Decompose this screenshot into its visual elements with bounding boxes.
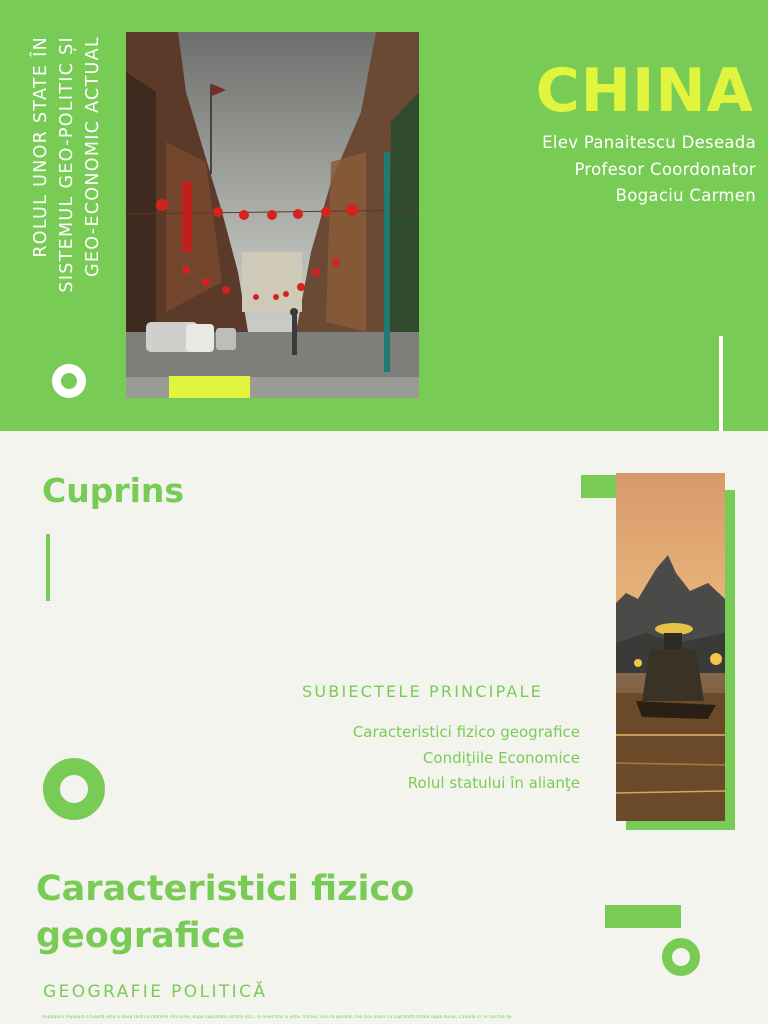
- section-subtitle: GEOGRAFIE POLITICĂ: [43, 982, 268, 1002]
- chinatown-street-photo: [126, 32, 419, 398]
- vertical-title-line-1: ROLUL UNOR STATE ÎN: [31, 36, 51, 258]
- section-title: Caracteristici fizico geografice: [36, 869, 415, 956]
- fisherman-photo: [616, 473, 725, 821]
- ring-decoration: [43, 758, 105, 820]
- contents-item-alliances[interactable]: Rolul statului în alianţe: [407, 774, 580, 792]
- vertical-title-line-2: SISTEMUL GEO-POLITIC ȘI: [57, 36, 77, 293]
- student-name: Elev Panaitescu Deseada: [542, 133, 756, 152]
- ring-decoration: [662, 938, 700, 976]
- contents-subheading: SUBIECTELE PRINCIPALE: [302, 682, 543, 701]
- contents-item-economic-conditions[interactable]: Condiţiile Economice: [422, 748, 580, 767]
- contents-heading: Cuprins: [42, 471, 185, 510]
- intro-paragraph: Republica Populară Chineză este a doua țară ca mărime din lume, după suprafața uscată (R1), la nivel fizic și este, a treia, cea ca aproba, cea mai mare ca suprafață totală după Rusia, Canada și, în funcție de: [42, 1015, 512, 1020]
- accent-bar: [169, 376, 250, 398]
- country-title: CHINA: [535, 56, 754, 126]
- chinatown-street-illustration: [126, 32, 419, 398]
- contents-list: [353, 720, 580, 797]
- divider-line: [46, 534, 50, 601]
- coordinator-name: Bogaciu Carmen: [615, 186, 756, 205]
- fisherman-illustration: [616, 473, 725, 821]
- credits-block: [542, 130, 756, 210]
- contents-item-physical-geography[interactable]: Caracteristici fizico geografice: [352, 723, 580, 741]
- ring-decoration: [52, 364, 86, 398]
- vertical-title-line-3: GEO-ECONOMIC ACTUAL: [83, 36, 103, 277]
- cover-vertical-title: [28, 36, 112, 346]
- accent-bar: [605, 905, 681, 928]
- coordinator-label: Profesor Coordonator: [574, 159, 756, 179]
- divider-line: [719, 336, 723, 431]
